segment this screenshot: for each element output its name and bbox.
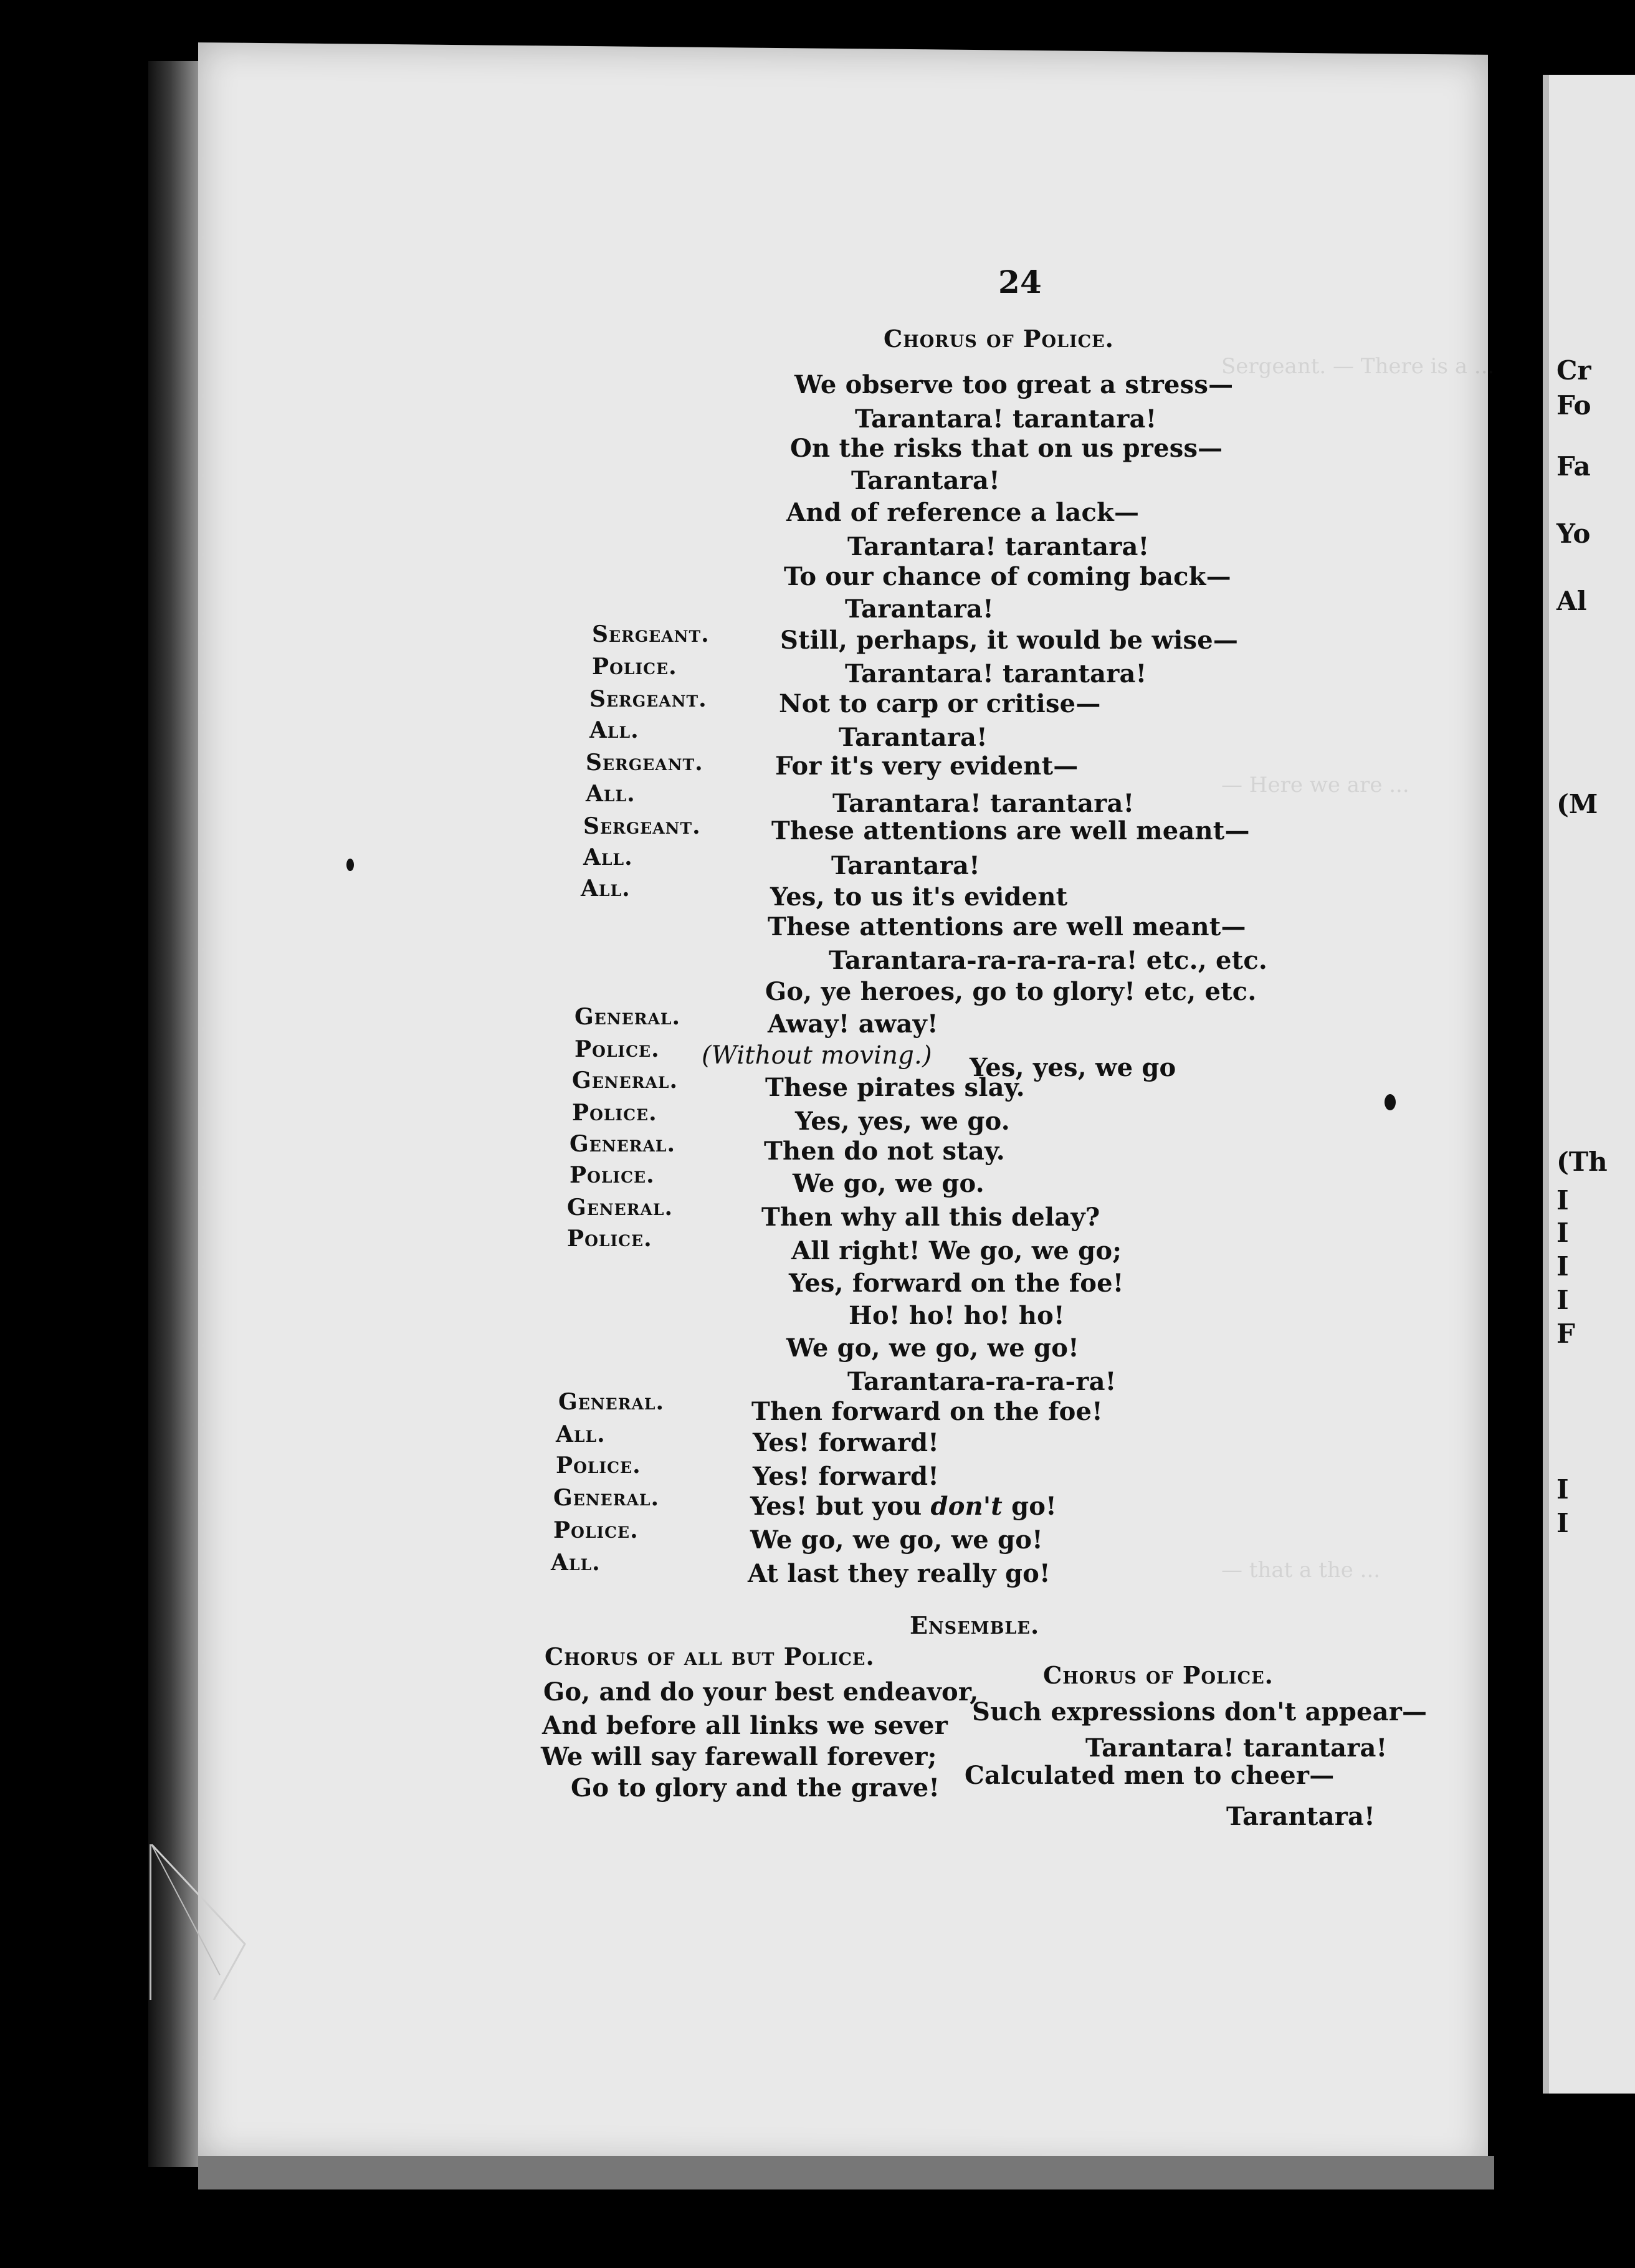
dialogue-line: Ho! ho! ho! ho!	[849, 1301, 1065, 1330]
ink-spot	[346, 859, 354, 871]
dialogue-line: These attentions are well meant—	[768, 912, 1246, 941]
facing-page-text: I	[1556, 1508, 1569, 1538]
speaker-label: All.	[581, 875, 631, 902]
dialogue-line: Tarantara!	[839, 723, 988, 752]
dialogue-line: Tarantara! tarantara!	[832, 789, 1135, 818]
speaker-label: General.	[567, 1194, 673, 1221]
dialogue-line: Away! away!	[768, 1009, 938, 1039]
dialogue-line: Then forward on the foe!	[751, 1397, 1103, 1426]
speaker-label: Police.	[574, 1036, 660, 1062]
facing-page-text: Al	[1556, 586, 1587, 616]
speaker-label: Sergeant.	[592, 621, 710, 647]
ensemble-right-heading: Chorus of Police.	[1043, 1661, 1274, 1689]
dialogue-line: At last they really go!	[748, 1559, 1051, 1588]
speaker-label: All.	[589, 717, 639, 743]
folded-corner	[150, 1844, 251, 2000]
dialogue-line: Yes! forward!	[753, 1462, 940, 1491]
lyric-line: And of reference a lack—	[786, 498, 1140, 527]
speaker-label: Police.	[556, 1452, 641, 1479]
facing-page-text: I	[1556, 1285, 1569, 1315]
lyric-line: Tarantara! tarantara!	[847, 532, 1150, 561]
lyric-line: Tarantara!	[851, 466, 1000, 495]
ensemble-left-line: We will say farewall forever;	[541, 1742, 937, 1771]
dialogue-line: Tarantara!	[831, 851, 980, 880]
facing-page-text: I	[1556, 1251, 1569, 1282]
speaker-label: Sergeant.	[586, 750, 703, 776]
dialogue-line: Then do not stay.	[764, 1136, 1005, 1166]
dialogue-text: go!	[1011, 1492, 1057, 1521]
dialogue-line: Yes, yes, we go.	[795, 1107, 1010, 1136]
speaker-label: Police.	[570, 1162, 655, 1188]
facing-page-text: Yo	[1556, 518, 1591, 549]
lyric-line: We observe too great a stress—	[794, 370, 1234, 399]
lyric-line: On the risks that on us press—	[790, 434, 1223, 463]
dialogue-line: Go, ye heroes, go to glory! etc, etc.	[765, 977, 1257, 1006]
stage-direction: (Without moving.)	[702, 1041, 932, 1070]
dialogue-line: Yes! forward!	[753, 1428, 940, 1457]
chorus-heading: Chorus of Police.	[884, 325, 1114, 353]
ensemble-heading: Ensemble.	[910, 1611, 1040, 1639]
dialogue-line: Then why all this delay?	[761, 1203, 1100, 1232]
facing-page-text: (M	[1556, 789, 1598, 819]
facing-page-text: F	[1556, 1318, 1575, 1349]
dialogue-line: We go, we go, we go!	[750, 1525, 1043, 1555]
speaker-label: General.	[572, 1067, 678, 1094]
facing-page-text: I	[1556, 1217, 1569, 1248]
dialogue-line: Yes, forward on the foe!	[789, 1269, 1124, 1298]
dialogue-text: Yes! but you	[750, 1492, 922, 1521]
dialogue-line: Not to carp or critise—	[779, 689, 1101, 718]
dialogue-line	[750, 1494, 1057, 1519]
speaker-label: General.	[574, 1004, 680, 1030]
facing-page-fragment	[1543, 75, 1635, 2094]
lyric-line: Tarantara!	[845, 594, 994, 624]
ink-spot	[1385, 1094, 1396, 1110]
speaker-label: All.	[583, 844, 633, 870]
emphasis-text: don't	[930, 1492, 1003, 1521]
facing-page-text: (Th	[1556, 1146, 1608, 1177]
speaker-label: General.	[553, 1485, 659, 1511]
speaker-label: Police.	[553, 1517, 639, 1543]
facing-page-text: Fa	[1556, 451, 1591, 482]
lyric-line: To our chance of coming back—	[784, 562, 1231, 591]
dialogue-line: These attentions are well meant—	[771, 816, 1250, 846]
ensemble-left-heading: Chorus of all but Police.	[545, 1642, 875, 1670]
dialogue-line: These pirates slay.	[765, 1073, 1025, 1102]
dialogue-line: We go, we go.	[793, 1169, 984, 1198]
speaker-label: Police.	[567, 1226, 652, 1252]
dialogue-line: All right! We go, we go;	[791, 1236, 1122, 1265]
facing-page-text: Cr	[1556, 355, 1591, 386]
dialogue-line: Tarantara! tarantara!	[845, 659, 1147, 688]
dialogue-line: Yes, to us it's evident	[770, 882, 1068, 912]
speaker-label: Sergeant.	[583, 813, 701, 839]
dialogue-line: For it's very evident—	[775, 751, 1079, 781]
lyric-line: Tarantara! tarantara!	[855, 404, 1157, 434]
speaker-label: All.	[586, 781, 636, 807]
dialogue-line: Still, perhaps, it would be wise—	[780, 626, 1239, 655]
dialogue-line: Tarantara-ra-ra-ra!	[847, 1367, 1117, 1396]
facing-page-text: I	[1556, 1474, 1569, 1505]
page-number: 24	[998, 264, 1042, 300]
speaker-label: All.	[551, 1550, 601, 1576]
facing-page-text: I	[1556, 1185, 1569, 1216]
speaker-label: General.	[558, 1389, 664, 1415]
speaker-label: General.	[570, 1131, 675, 1157]
dialogue-line: We go, we go, we go!	[786, 1333, 1079, 1363]
ensemble-left-line: And before all links we sever	[542, 1711, 948, 1740]
ensemble-right-line: Such expressions don't appear—	[972, 1697, 1428, 1727]
ensemble-right-line: Tarantara!	[1226, 1802, 1375, 1831]
dialogue-line: Tarantara-ra-ra-ra-ra! etc., etc.	[829, 946, 1268, 975]
ensemble-left-line: Go, and do your best endeavor,	[543, 1677, 979, 1707]
ensemble-left-line: Go to glory and the grave!	[571, 1773, 940, 1803]
ensemble-right-line: Tarantara! tarantara!	[1085, 1733, 1388, 1763]
facing-page-text: Fo	[1556, 390, 1591, 421]
speaker-label: Sergeant.	[589, 686, 707, 712]
speaker-label: All.	[556, 1421, 606, 1447]
dialogue-line: Yes, yes, we go	[970, 1053, 1176, 1082]
scan-bottom-border	[198, 2189, 1588, 2268]
page-bottom-edge	[198, 2156, 1494, 2189]
speaker-label: Police.	[572, 1100, 657, 1126]
speaker-label: Police.	[592, 654, 677, 680]
ensemble-right-line: Calculated men to cheer—	[965, 1761, 1335, 1790]
scanned-page-image: Cr Fo Fa Yo Al (M (Th I I I I F I I Sergeant. — There is a ... — Here we are ... — that a the ... 24 Chorus of Police. We observe too great a stress— Tarantara! tarantara! On the risks that on us press— Tarantara! And of reference a lack— Tarantara! tarantara! To our chance of coming back— Tarantara! Sergeant. Still, perhaps, it would be wise— Police. Tarantara! tarantara! Sergeant. Not to carp or critise— All. Tarantara! Sergeant. For it's very evident— All. Tarantara! tarantara! Sergeant. These attentions are well meant— All. Tarantara! All. Yes, to us it's evident These attentions are well meant— Tarantara-ra-ra-ra-ra! etc., etc. Go, ye heroes, go to glory! etc, etc. General. Away! away! Police. (Without moving.) Yes, yes, we go General. These pirates slay. Police. Yes, yes, we go. General. Then do not stay. Police. We go, we go. General. Then why all this delay? Police. All right! We go, we go; Yes, forward on the foe! Ho! ho! ho! ho! We go, we go, we go! Tarantara-ra-ra-ra! General. Then forward on the foe! All. Yes! forward! Police. Yes! forward! General. Yes! but you don't go! Police. We go, we go, we go! All. At last they really go! Ensemble. Chorus of all but Police. Chorus of Police. Go, and do your best endeavor, And before all links we sever We will say farewall forever; Go to glory and the grave! Such expressions don't appear— Tarantara! tarantara! Calculated men to cheer— Tarantara!	[0, 0, 1635, 2268]
